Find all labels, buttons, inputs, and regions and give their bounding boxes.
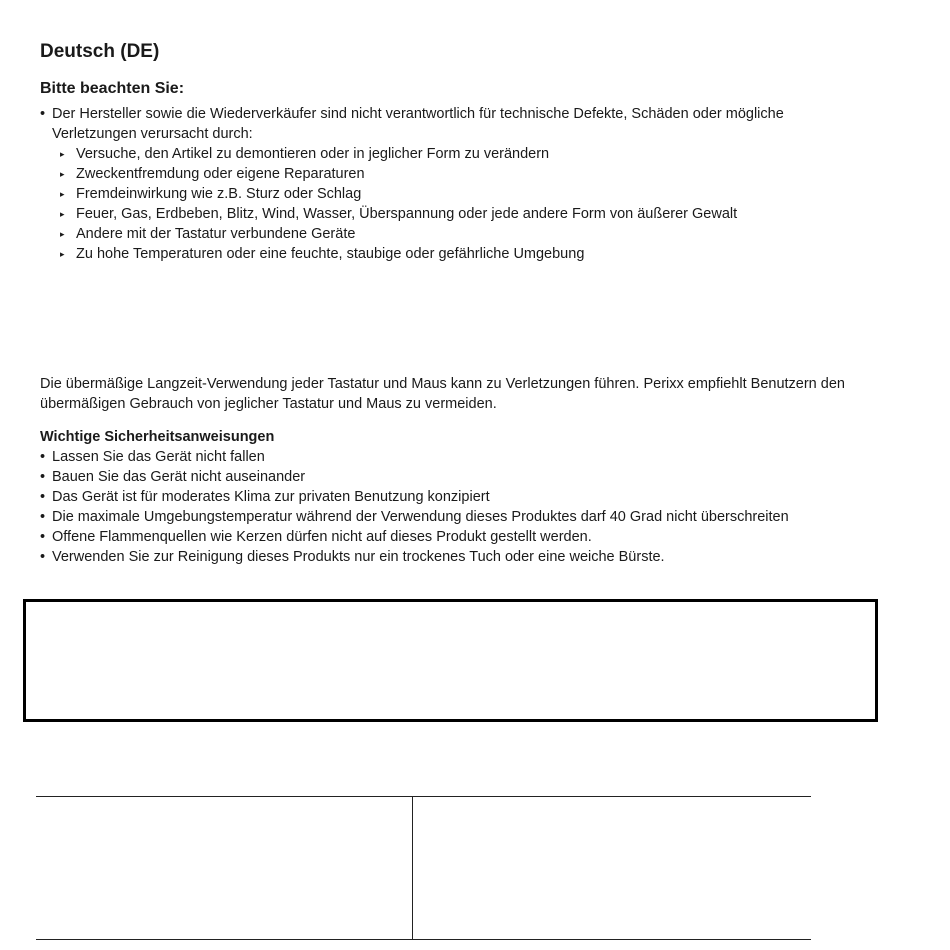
list-item: ▸ Feuer, Gas, Erdbeben, Blitz, Wind, Wasser, Überspannung oder jede andere Form von äußerer Gewalt: [60, 206, 738, 222]
page-title: Deutsch (DE): [40, 41, 160, 62]
footer-cell-right: [413, 797, 811, 939]
notice-intro: [40, 104, 840, 144]
notice-intro-text: Der Hersteller sowie die Wiederverkäufer sind nicht verantwortlich für technische Defekte, Schäden oder mögliche Verletzungen verursacht durch:: [52, 106, 784, 142]
list-item: • Die maximale Umgebungstemperatur während der Verwendung dieses Produktes darf 40 Grad nicht überschreiten: [40, 509, 789, 525]
list-item: ▸ Zu hohe Temperaturen oder eine feuchte, staubige oder gefährliche Umgebung: [60, 246, 585, 262]
list-item: • Offene Flammenquellen wie Kerzen dürfen nicht auf dieses Produkt gestellt werden.: [40, 529, 592, 545]
notice-heading: Bitte beachten Sie:: [40, 80, 185, 97]
safety-heading: Wichtige Sicherheitsanweisungen: [40, 429, 275, 445]
list-item: • Verwenden Sie zur Reinigung dieses Produkts nur ein trockenes Tuch oder eine weiche Bürste.: [40, 549, 665, 565]
arrow-bullet-icon: ▸: [60, 169, 65, 179]
notice-block: [40, 104, 840, 264]
bullet-icon: •: [40, 106, 46, 122]
list-item: ▸ Versuche, den Artikel zu demontieren oder in jeglicher Form zu verändern: [60, 146, 550, 162]
list-item: • Lassen Sie das Gerät nicht fallen: [40, 449, 265, 465]
list-item: ▸ Zweckentfremdung oder eigene Reparaturen: [60, 166, 365, 182]
empty-bordered-box: [23, 599, 878, 722]
footer-cell-left: [36, 797, 413, 939]
arrow-bullet-icon: ▸: [60, 189, 65, 199]
safety-list: [40, 447, 860, 567]
list-item: • Das Gerät ist für moderates Klima zur privaten Benutzung konzipiert: [40, 489, 490, 505]
arrow-bullet-icon: ▸: [60, 209, 65, 219]
cause-list: [40, 144, 840, 264]
arrow-bullet-icon: ▸: [60, 249, 65, 259]
bullet-icon: •: [40, 449, 46, 465]
list-item: ▸ Andere mit der Tastatur verbundene Geräte: [60, 226, 356, 242]
bullet-icon: •: [40, 509, 46, 525]
bullet-icon: •: [40, 549, 46, 565]
bullet-icon: •: [40, 469, 46, 485]
usage-warning: Die übermäßige Langzeit-Verwendung jeder Tastatur und Maus kann zu Verletzungen führen. Perixx empfiehlt Benutzern den übermäßigen Gebrauch von jeglicher Tastatur und Maus zu vermeiden.: [40, 376, 845, 412]
bullet-icon: •: [40, 489, 46, 505]
list-item: ▸ Fremdeinwirkung wie z.B. Sturz oder Schlag: [60, 186, 362, 202]
bullet-icon: •: [40, 529, 46, 545]
arrow-bullet-icon: ▸: [60, 229, 65, 239]
arrow-bullet-icon: ▸: [60, 149, 65, 159]
list-item: • Bauen Sie das Gerät nicht auseinander: [40, 469, 306, 485]
safety-block: [40, 427, 860, 567]
footer-table: [36, 796, 811, 940]
